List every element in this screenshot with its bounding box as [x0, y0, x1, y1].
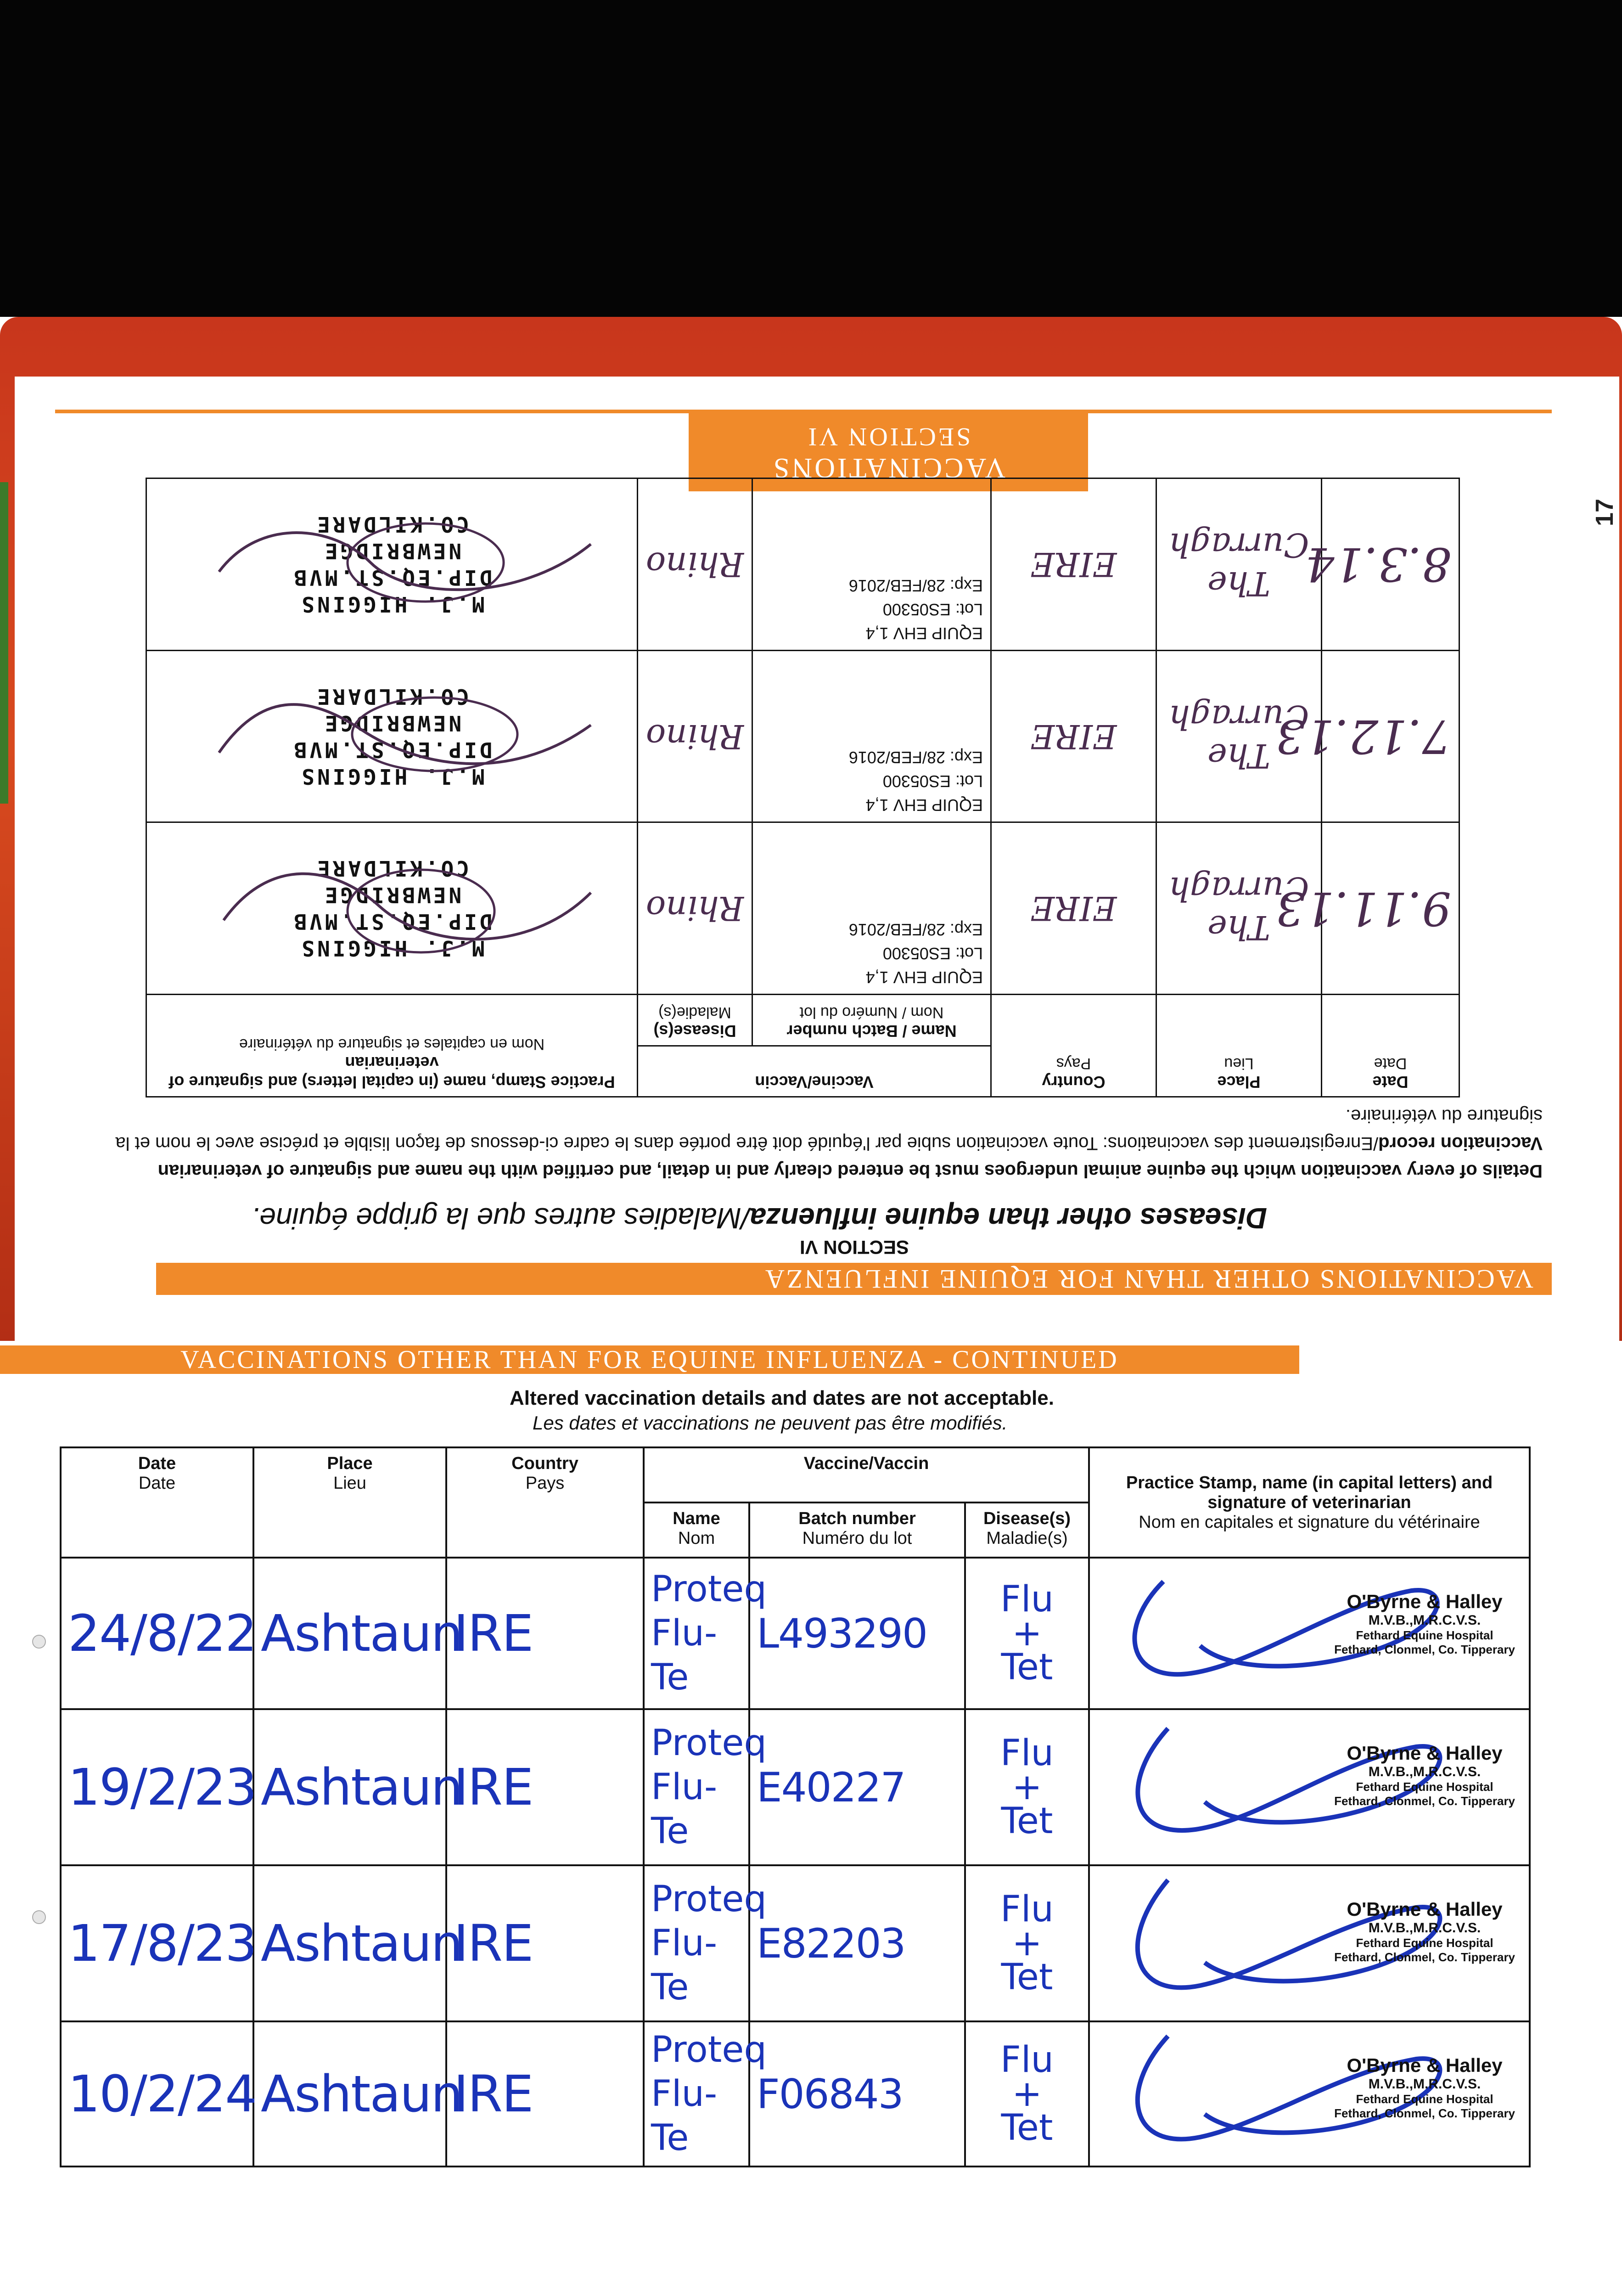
- heading-fr: /Maladies autres que la grippe équine.: [251, 1202, 750, 1235]
- header-country: Country Pays: [446, 1447, 644, 1558]
- row-place: Ashtaun: [253, 2021, 446, 2167]
- header-name-batch: Name / Batch number Nom / Numéro du lot: [752, 995, 991, 1046]
- row-vaccine-name: Proteq Flu-Te: [644, 1709, 749, 1865]
- punch-hole: [32, 1910, 46, 1924]
- header-stamp: Practice Stamp, name (in capital letters) and signature of veterinarian Nom en capitales et signature du vétérinaire: [146, 995, 638, 1097]
- row-stamp: M.J. HIGGINS DIP.EQ.ST.MVB NEWBRIDGE CO.KILDARE: [146, 478, 638, 651]
- cover-edge-green: [0, 482, 8, 804]
- upper-vaccination-table: [146, 478, 1460, 1097]
- section-label: SECTION VI: [799, 1237, 909, 1258]
- vaccine-name: EQUIP EHV 1,4: [865, 968, 983, 987]
- table-row: [61, 1558, 1530, 1709]
- row-disease: Rhino: [638, 478, 752, 651]
- row-place: Ashtaun: [253, 1558, 446, 1709]
- lower-header-row-1: [61, 1447, 1530, 1503]
- header-disease: Disease(s) Maladie(s): [965, 1503, 1089, 1558]
- page-number: 17: [1591, 498, 1619, 527]
- scan-black-background: [0, 0, 1622, 317]
- row-country: IRE: [446, 1865, 644, 2021]
- upper-header-row-1: [146, 1046, 1459, 1097]
- header-stamp: Practice Stamp, name (in capital letters) and signature of veterinarian Nom en capitales et signature du vétérinaire: [1089, 1447, 1530, 1558]
- row-country: IRE: [446, 1558, 644, 1709]
- table-row: [146, 650, 1459, 822]
- instructions-text: [64, 1102, 1543, 1185]
- row-country: IRE: [446, 2021, 644, 2167]
- row-place: The Curragh: [1156, 650, 1322, 822]
- upper-section-band: VACCINATIONS OTHER THAN FOR EQUINE INFLUENZA: [156, 1263, 1552, 1295]
- punch-hole: [32, 1635, 46, 1649]
- vaccine-name: EQUIP EHV 1,4: [865, 624, 983, 643]
- row-stamp: [1089, 1558, 1530, 1709]
- row-vaccine-name: Proteq Flu-Te: [644, 1865, 749, 2021]
- section-tab-subtitle: SECTION VI: [806, 422, 971, 451]
- row-date: 9.11.13: [1322, 822, 1459, 995]
- row-date: 17/8/23: [61, 1865, 253, 2021]
- row-batch: F06843: [749, 2021, 965, 2167]
- row-place: Ashtaun: [253, 1865, 446, 2021]
- upper-page-content: [55, 395, 1552, 1295]
- signature-scribble-icon: [205, 847, 618, 975]
- header-vaccine: Vaccine/Vaccin: [644, 1447, 1089, 1503]
- row-stamp: [1089, 1709, 1530, 1865]
- row-vaccine: [752, 822, 991, 995]
- table-row: [146, 822, 1459, 995]
- top-orange-rule: [55, 410, 1552, 413]
- row-disease: Rhino: [638, 650, 752, 822]
- lower-vaccination-table: [60, 1446, 1531, 2167]
- row-vaccine: [752, 478, 991, 651]
- altered-warning-fr: Les dates et vaccinations ne peuvent pas être modifiés.: [533, 1412, 1008, 1434]
- row-place: The Curragh: [1156, 478, 1322, 651]
- practice-stamp: O'Byrne & Halley M.V.B.,M.R.C.V.S. Fethard Equine Hospital Fethard, Clonmel, Co. Tipperary: [1334, 1898, 1515, 1964]
- altered-warning-en: Altered vaccination details and dates are not acceptable.: [510, 1387, 1054, 1409]
- row-date: 24/8/22: [61, 1558, 253, 1709]
- row-date: 7.12.13: [1322, 650, 1459, 822]
- row-country: EIRE: [991, 822, 1156, 995]
- row-vaccine-name: Proteq Flu-Te: [644, 2021, 749, 2167]
- row-place: Ashtaun: [253, 1709, 446, 1865]
- vaccine-lot: Lot: ES05300: [882, 600, 983, 619]
- practice-stamp: O'Byrne & Halley M.V.B.,M.R.C.V.S. Fethard Equine Hospital Fethard, Clonmel, Co. Tipperary: [1334, 1742, 1515, 1808]
- row-stamp: [1089, 1865, 1530, 2021]
- vaccine-lot: Lot: ES05300: [882, 772, 983, 791]
- header-place: Place Lieu: [1156, 995, 1322, 1097]
- row-country: EIRE: [991, 650, 1156, 822]
- row-date: 8.3.14: [1322, 478, 1459, 651]
- row-disease: Flu + Tet: [965, 1865, 1089, 2021]
- details-fr: /Enregistrement des vaccinations: Toute vaccination subie par l'équidé doit être portée dans le cadre ci-dessous de façon lisible et précise avec le nom et la signature du vétérinaire.: [115, 1106, 1543, 1154]
- header-country: Country Pays: [991, 995, 1156, 1097]
- row-disease: Flu + Tet: [965, 1709, 1089, 1865]
- vaccine-exp: Exp: 28/FEB/2016: [848, 748, 983, 767]
- header-vaccine: Vaccine/Vaccin: [638, 1046, 991, 1097]
- vaccine-name: EQUIP EHV 1,4: [865, 796, 983, 815]
- row-batch: E82203: [749, 1865, 965, 2021]
- practice-stamp: O'Byrne & Halley M.V.B.,M.R.C.V.S. Fethard Equine Hospital Fethard, Clonmel, Co. Tipperary: [1334, 1591, 1515, 1656]
- row-batch: E40227: [749, 1709, 965, 1865]
- row-stamp: M.J. HIGGINS DIP.EQ.ST.MVB NEWBRIDGE CO.KILDARE: [146, 650, 638, 822]
- row-country: EIRE: [991, 478, 1156, 651]
- row-batch: L493290: [749, 1558, 965, 1709]
- row-stamp: M.J. HIGGINS DIP.EQ.ST.MVB NEWBRIDGE CO.KILDARE: [146, 822, 638, 995]
- row-vaccine-name: Proteq Flu-Te: [644, 1558, 749, 1709]
- lower-section-band: VACCINATIONS OTHER THAN FOR EQUINE INFLUENZA - CONTINUED: [0, 1345, 1299, 1374]
- row-stamp: [1089, 2021, 1530, 2167]
- header-date: Date Date: [61, 1447, 253, 1558]
- header-place: Place Lieu: [253, 1447, 446, 1558]
- heading-en: Diseases other than equine influenza: [749, 1202, 1267, 1235]
- practice-stamp: O'Byrne & Halley M.V.B.,M.R.C.V.S. Fethard Equine Hospital Fethard, Clonmel, Co. Tipperary: [1334, 2054, 1515, 2120]
- table-row: [61, 1709, 1530, 1865]
- header-date: Date Date: [1322, 995, 1459, 1097]
- vaccine-exp: Exp: 28/FEB/2016: [848, 576, 983, 595]
- table-row: [61, 1865, 1530, 2021]
- table-row: [61, 2021, 1530, 2167]
- row-disease: Flu + Tet: [965, 1558, 1089, 1709]
- header-disease: Disease(s) Maladie(s): [638, 995, 752, 1046]
- table-row: [146, 478, 1459, 651]
- details-en: Details of every vaccination which the equine animal undergoes must be entered clearly and in detail, and certified with the name and signature of veterinarian: [157, 1161, 1543, 1181]
- section-tab-title: VACCINATIONS: [771, 452, 1006, 484]
- signature-scribble-icon: [205, 503, 618, 631]
- row-date: 10/2/24: [61, 2021, 253, 2167]
- details-fr-label: Vaccination record: [1378, 1133, 1543, 1154]
- row-place: The Curragh: [1156, 822, 1322, 995]
- row-vaccine: [752, 650, 991, 822]
- vaccine-exp: Exp: 28/FEB/2016: [848, 920, 983, 940]
- row-country: IRE: [446, 1709, 644, 1865]
- signature-scribble-icon: [205, 675, 618, 804]
- section-heading: [251, 1201, 1267, 1235]
- vaccine-lot: Lot: ES05300: [882, 944, 983, 963]
- header-batch: Batch number Numéro du lot: [749, 1503, 965, 1558]
- header-name: Name Nom: [644, 1503, 749, 1558]
- row-disease: Flu + Tet: [965, 2021, 1089, 2167]
- row-date: 19/2/23: [61, 1709, 253, 1865]
- row-disease: Rhino: [638, 822, 752, 995]
